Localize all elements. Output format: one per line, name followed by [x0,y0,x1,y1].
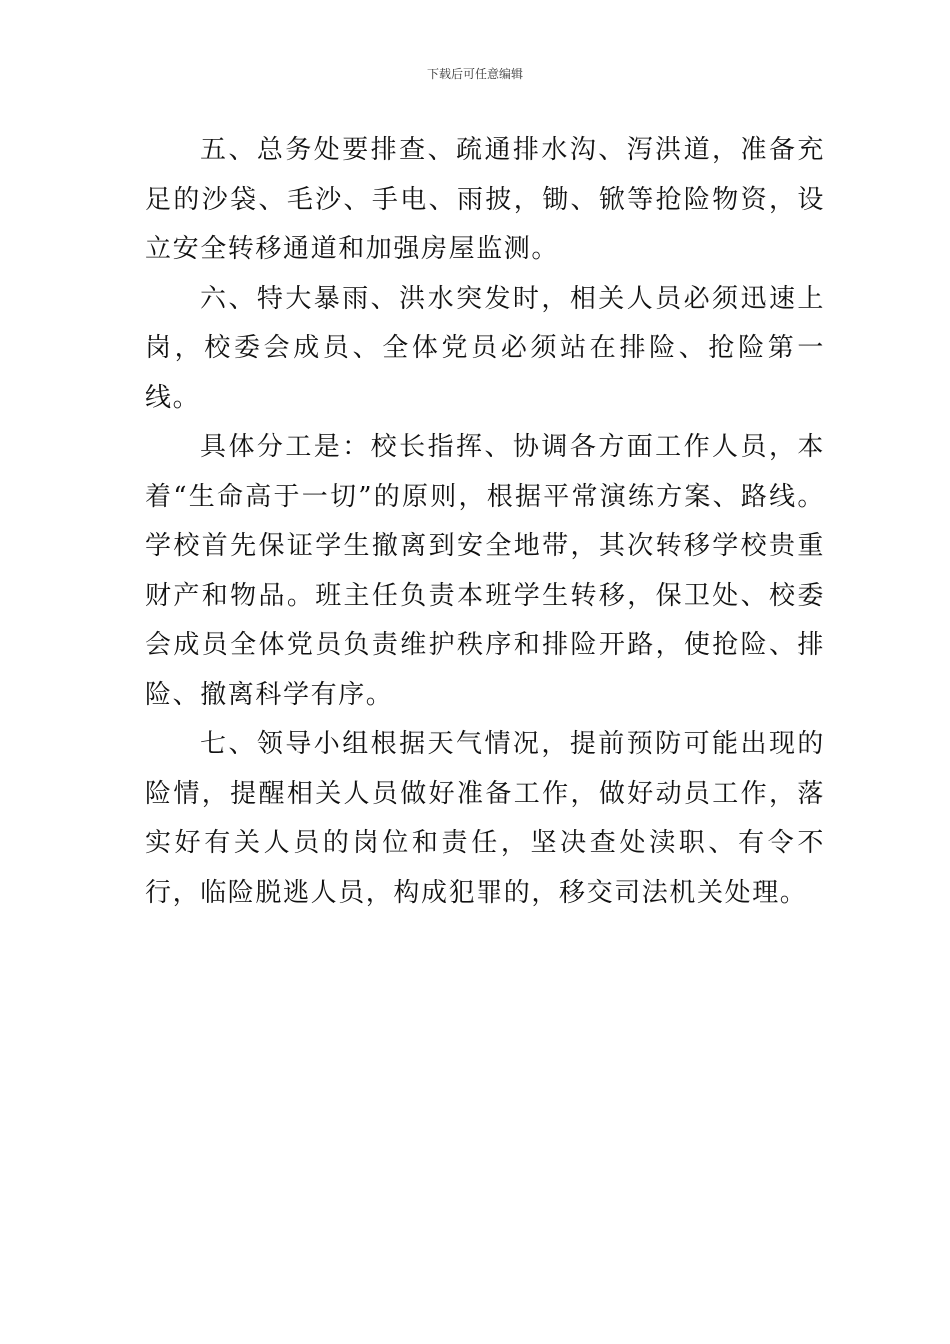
page-header: 下载后可任意编辑 [426,67,523,81]
paragraph-6: 六、特大暴雨、洪水突发时，相关人员必须迅速上岗，校委会成员、全体党员必须站在排险、抢险第一线。 [145,283,825,413]
paragraph-division-of-labor: 具体分工是：校长指挥、协调各方面工作人员，本着“生命高于一切”的原则，根据平常演练方案、路线。学校首先保证学生撤离到安全地带，其次转移学校贵重财产和物品。班主任负责本班学生转移，保卫处、校委会成员全体党员负责维护秩序和排险开路，使抢险、排险、撤离科学有序。 [145,432,825,710]
paragraph-7: 七、领导小组根据天气情况，提前预防可能出现的险情，提醒相关人员做好准备工作，做好动员工作，落实好有关人员的岗位和责任，坚决查处渎职、有令不行，临险脱逃人员，构成犯罪的，移交司法机关处理。 [145,729,825,908]
paragraph-5: 五、总务处要排查、疏通排水沟、泻洪道，准备充足的沙袋、毛沙、手电、雨披，锄、锨等抢险物资，设立安全转移通道和加强房屋监测。 [145,135,825,264]
document-body [145,126,825,918]
